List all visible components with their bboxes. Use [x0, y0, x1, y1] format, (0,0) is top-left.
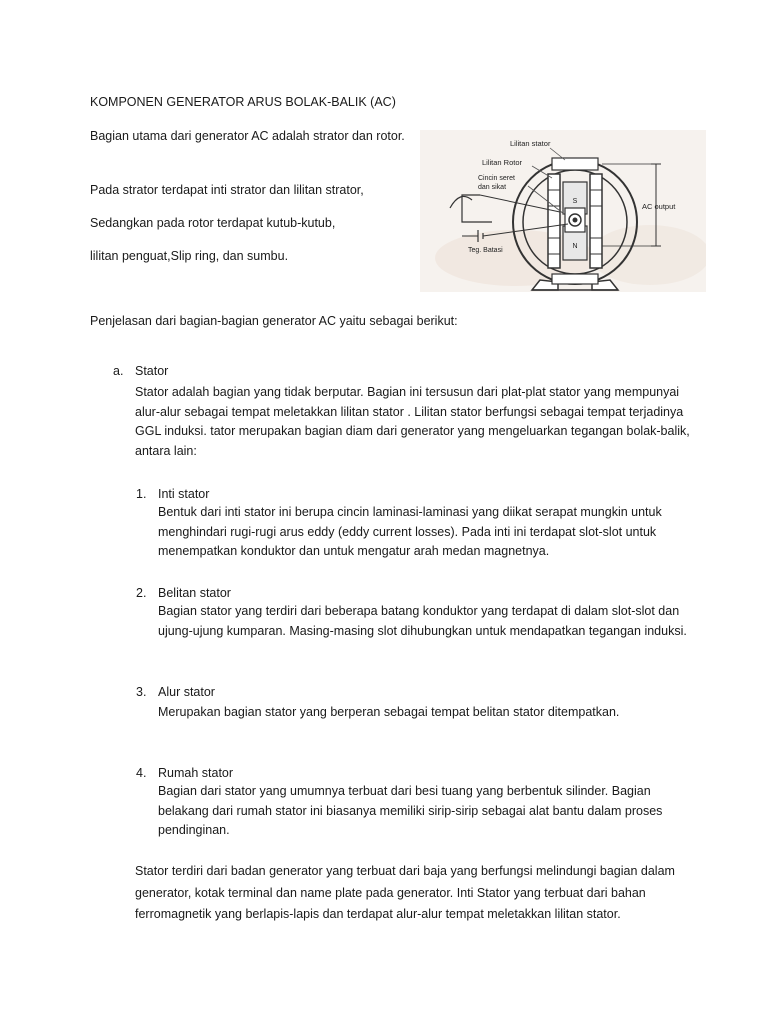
- ac-generator-diagram: [420, 130, 706, 292]
- item-1-number: 1.: [136, 487, 147, 501]
- pole-n-label: N: [572, 243, 578, 250]
- item-4-title: Rumah stator: [158, 766, 234, 780]
- label-ac-output: AC output: [642, 202, 676, 211]
- item-1-body: Bentuk dari inti stator ini berupa cincin laminasi-laminasi yang diikat serapat mungkin untuk menghindari rugi-rugi arus eddy (eddy current losses). Pada inti ini terdapat slot-slot untuk menempatkan konduktor dan untuk mengatur arah medan magnetnya.: [158, 505, 662, 558]
- item-2-number: 2.: [136, 586, 147, 600]
- item-3-body: Merupakan bagian stator yang berperan sebagai tempat belitan stator ditempatkan.: [158, 705, 620, 719]
- intro-paragraph-4: lilitan penguat,Slip ring, dan sumbu.: [90, 249, 289, 263]
- closing-paragraph: Stator terdiri dari badan generator yang terbuat dari baja yang berfungsi melindungi bagian dalam generator, kotak terminal dan name plate pada generator. Inti Stator yang terbuat dari bahan ferromagnetik yang berlapis-lapis dan terdapat alur-alur tempat meletakkan lilitan stator.: [135, 864, 675, 921]
- label-cincin-seret: Cincin seret: [478, 175, 515, 182]
- item-3-title: Alur stator: [158, 685, 215, 699]
- item-4-number: 4.: [136, 766, 147, 780]
- label-lilitan-stator: Lilitan stator: [510, 139, 551, 148]
- label-teg-batasi: Teg. Batasi: [468, 247, 503, 254]
- section-a-label: a.: [113, 364, 124, 378]
- item-2-body: Bagian stator yang terdiri dari beberapa batang konduktor yang terdapat di dalam slot-slot dan ujung-ujung kumparan. Masing-masing slot dihubungkan untuk mendapatkan tegangan induksi.: [158, 604, 687, 638]
- label-dan-sikat: dan sikat: [478, 184, 507, 191]
- item-2-title: Belitan stator: [158, 586, 231, 600]
- intro-paragraph-1: Bagian utama dari generator AC adalah strator dan rotor.: [90, 129, 405, 143]
- intro-paragraph-3: Sedangkan pada rotor terdapat kutub-kutub,: [90, 216, 336, 230]
- explanation-heading: Penjelasan dari bagian-bagian generator AC yaitu sebagai berikut:: [90, 314, 458, 328]
- page-title: KOMPONEN GENERATOR ARUS BOLAK-BALIK (AC): [90, 95, 396, 109]
- intro-paragraph-2: Pada strator terdapat inti strator dan lilitan strator,: [90, 183, 364, 197]
- section-a-title: Stator: [135, 364, 169, 378]
- item-1-title: Inti stator: [158, 487, 210, 501]
- label-lilitan-rotor: Lilitan Rotor: [482, 158, 523, 167]
- item-3-number: 3.: [136, 685, 147, 699]
- item-4-body: Bagian dari stator yang umumnya terbuat dari besi tuang yang berbentuk silinder. Bagian belakang dari rumah stator ini biasanya memiliki sirip-sirip sebagai alat bantu dalam proses pendinginan.: [158, 784, 663, 837]
- section-a-body: Stator adalah bagian yang tidak berputar. Bagian ini tersusun dari plat-plat stator yang mempunyai alur-alur sebagai tempat meletakkan lilitan stator . Lilitan stator berfungsi sebagai tempat terjadinya GGL induksi. tator merupakan bagian diam dari generator yang mengeluarkan tegangan bolak-balik, antara lain:: [135, 385, 690, 458]
- pole-s-label: S: [572, 198, 578, 205]
